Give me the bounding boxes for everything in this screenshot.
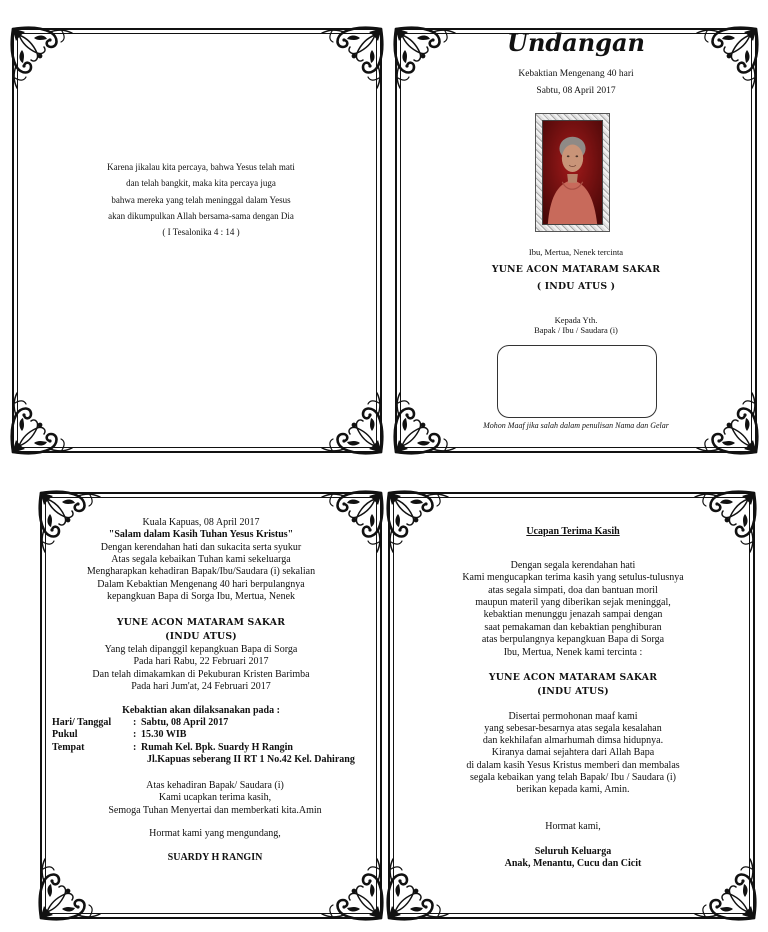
closing-line: Disertai permohonan maaf kami (508, 710, 638, 722)
apology-note: Mohon Maaf jika salah dalam penulisan Nama dan Gelar (483, 421, 669, 430)
closing-line: Kami ucapkan terima kasih, (158, 792, 272, 804)
addressee-block (395, 315, 757, 336)
thanks-line: Dengan segala kerendahan hati (510, 559, 636, 571)
intro-line: Mengharapkan kehadiran Bapak/Ibu/Saudara (i) sekalian (86, 566, 316, 578)
schedule-separator: : (133, 741, 137, 753)
closing-line: yang sebesar-besarnya atas segala kesalahan (484, 723, 662, 734)
corner-ornament (320, 857, 384, 921)
closing-line: di dalam kasih Yesus Kristus memberi dan membalas (466, 759, 680, 771)
schedule-label: Tempat (52, 741, 85, 753)
signoff: Hormat kami, (545, 820, 601, 832)
addressee-title: Bapak / Ibu / Saudara (i) (534, 325, 618, 336)
deceased-name: YUNE ACON MATARAM SAKAR (116, 617, 286, 628)
history-line: Pada hari Jum'at, 24 Februari 2017 (131, 681, 271, 693)
thanks-line: saat pemakaman dan kebaktian penghiburan (484, 621, 662, 633)
cover-title: Undangan (507, 28, 645, 57)
verse-reference: ( I Tesalonika 4 : 14 ) (162, 227, 240, 237)
portrait-figure (543, 121, 602, 224)
verse-text (20, 159, 382, 240)
deceased-name: YUNE ACON MATARAM SAKAR (491, 264, 661, 275)
deceased-alias: (INDU ATUS) (165, 631, 237, 642)
event-date: Sabtu, 08 April 2017 (536, 85, 616, 96)
cover-panel (395, 28, 757, 453)
verse-line: Karena jikalau kita percaya, bahwa Yesus telah mati (107, 162, 295, 172)
thanks-closing (392, 711, 754, 796)
verse-line: bahwa mereka yang telah meninggal dalam Yesus (111, 194, 291, 205)
thanks-line: kebaktian menunggu jenazah sampai dengan (483, 609, 663, 621)
closing-line: Atas kehadiran Bapak/ Saudara (i) (146, 779, 284, 791)
corner-ornament (693, 490, 757, 554)
signer-line: Seluruh Keluarga (534, 845, 612, 857)
schedule-value: 15.30 WIB (141, 729, 187, 741)
intro-line: Dalam Kebaktian Mengenang 40 hari berpulangnya (97, 578, 305, 590)
schedule-row (52, 717, 378, 729)
thanks-line: atas segala simpati, doa dan bantuan moril (488, 584, 658, 596)
schedule-separator: : (133, 729, 137, 741)
thanks-panel (388, 492, 755, 919)
thanks-line: Ibu, Mertua, Nenek kami tercinta : (503, 646, 643, 658)
schedule-row (52, 754, 378, 766)
schedule-row (52, 742, 378, 754)
schedule-heading: Kebaktian akan dilaksanakan pada : (122, 704, 280, 716)
photo-image (542, 120, 603, 225)
deceased-name-block (392, 671, 754, 699)
verse-line: dan telah bangkit, maka kita percaya juga (126, 178, 276, 189)
invitation-intro (40, 517, 362, 604)
history-text (40, 644, 362, 694)
closing-line: Semoga Tuhan Menyertai dan memberkati kita.Amin (108, 804, 322, 816)
history-line: Dan telah dimakamkan di Pekuburan Kristen Barimba (92, 668, 310, 680)
schedule-row (52, 729, 378, 741)
intro-line: kepangkuan Bapa di Sorga Ibu, Mertua, Nenek (106, 591, 296, 603)
schedule-table (52, 717, 378, 767)
closing-line: berikan kepada kami, Amin. (516, 784, 630, 796)
verse-panel (12, 28, 382, 453)
intro-line: Dengan kerendahan hati dan sukacita serta syukur (100, 541, 302, 553)
thanks-line: maupun materil yang diberikan sejak meninggal, (475, 597, 671, 609)
closing-line: segala kebaikan yang telah Bapak/ Ibu / Saudara (i) (469, 771, 677, 783)
closing-text (50, 780, 380, 817)
signer-line: Anak, Menantu, Cucu dan Cicit (504, 858, 642, 870)
closing-line: dan kekhilafan almarhumah dimsa hidupnya. (482, 735, 664, 747)
history-line: Pada hari Rabu, 22 Februari 2017 (133, 656, 269, 668)
schedule-value: Rumah Kel. Bpk. Suardy H Rangin (141, 741, 293, 753)
thanks-line: Kami mengucapkan terima kasih yang setulus-tulusnya (462, 572, 684, 584)
signoff: Hormat kami yang mengundang, (149, 827, 281, 839)
schedule-label: Pukul (52, 729, 78, 741)
closing-line: Kiranya damai sejahtera dari Allah Bapa (491, 747, 655, 759)
intro-line: Atas segala kebaikan Tuhan kami sekeluarga (111, 554, 291, 566)
history-line: Yang telah dipanggil kepangkuan Bapa di Sorga (104, 643, 298, 655)
corner-ornament (386, 490, 450, 554)
place-date: Kuala Kapuas, 08 April 2017 (142, 516, 260, 528)
corner-ornament (10, 26, 74, 90)
corner-ornament (320, 391, 384, 455)
deceased-alias: ( INDU ATUS ) (536, 281, 616, 292)
verse-line: akan dikumpulkan Allah bersama-sama dengan Dia (108, 210, 294, 221)
corner-ornament (38, 857, 102, 921)
deceased-name-block (40, 616, 362, 644)
addressee-label: Kepada Yth. (554, 314, 598, 325)
schedule-value: Sabtu, 08 April 2017 (141, 716, 229, 728)
signer-name: SUARDY H RANGIN (167, 851, 263, 863)
recipient-name-box (497, 345, 657, 418)
greeting: "Salam dalam Kasih Tuhan Yesus Kristus" (108, 529, 294, 541)
schedule-address: Jl.Kapuas seberang II RT 1 No.42 Kel. Dahirang (147, 753, 355, 765)
thanks-line: atas berpulangnya kepangkuan Bapa di Sorga (481, 634, 665, 646)
signer-block (392, 846, 754, 871)
cover-event (395, 66, 757, 100)
thanks-heading: Ucapan Terima Kasih (526, 525, 620, 537)
schedule-label: Hari/ Tanggal (52, 716, 112, 728)
invitation-panel (40, 492, 382, 919)
event-name: Kebaktian Mengenang 40 hari (518, 68, 634, 79)
thanks-body (392, 560, 754, 659)
schedule-separator: : (133, 716, 137, 728)
relation-text: Ibu, Mertua, Nenek tercinta (528, 246, 624, 257)
portrait-photo (535, 113, 610, 232)
deceased-name: YUNE ACON MATARAM SAKAR (488, 672, 658, 683)
panel-border (12, 28, 382, 453)
corner-ornament (320, 26, 384, 90)
corner-ornament (10, 391, 74, 455)
deceased-alias: (INDU ATUS) (537, 686, 609, 697)
